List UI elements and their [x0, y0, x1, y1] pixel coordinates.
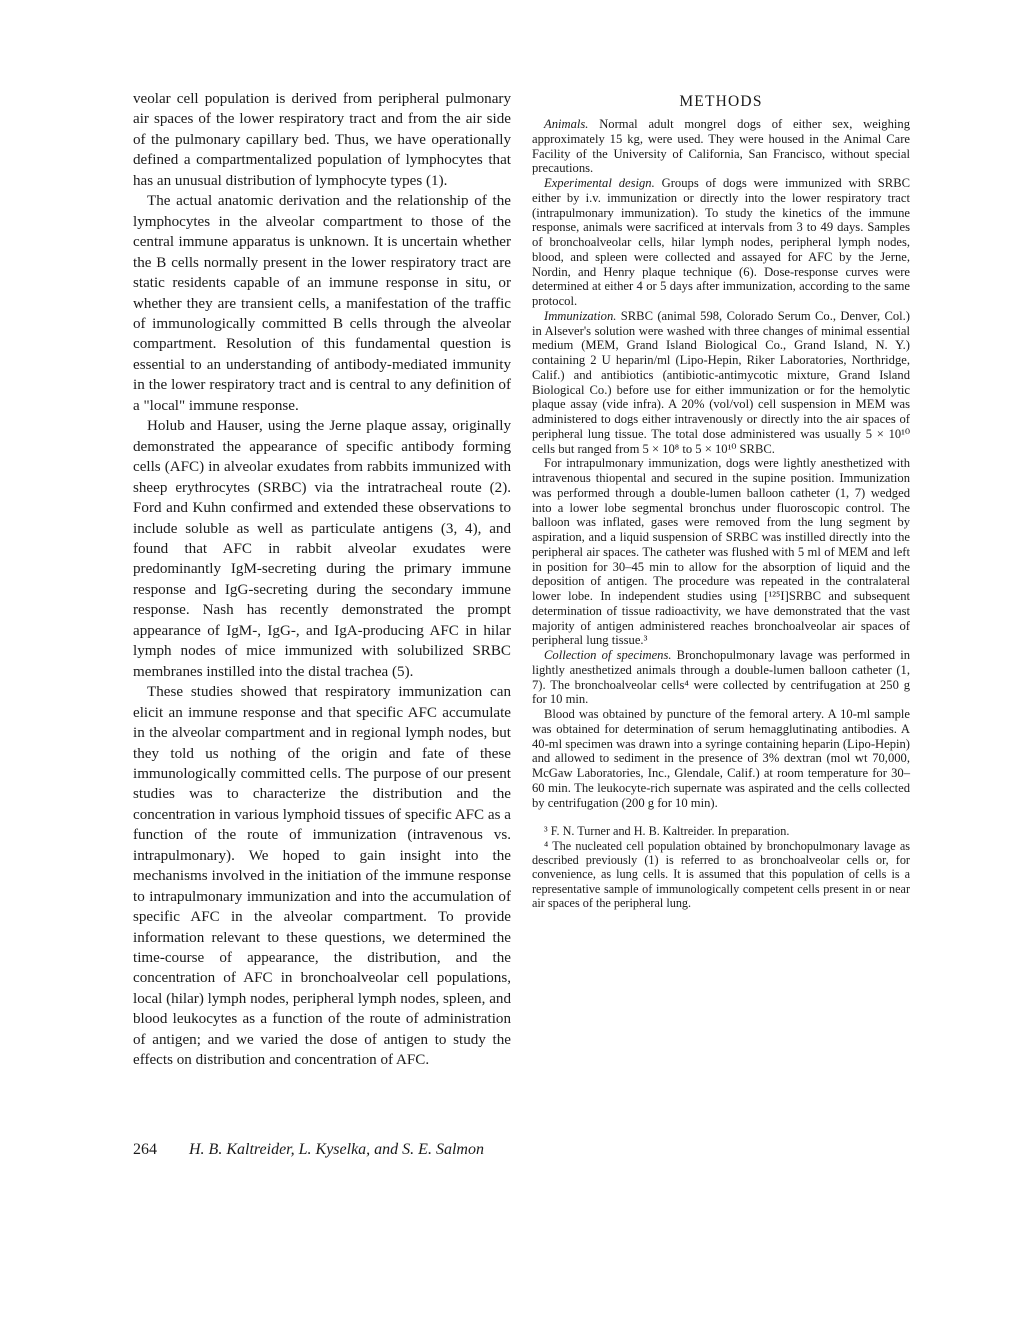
methods-paragraph [532, 648, 910, 707]
paragraph-text: Bronchopulmonary lavage was performed in lightly anesthetized animals through a double-lumen balloon catheter (1, 7). The bronchoalveolar cells⁴ were collected by centrifugation at 250 g for 10 min. [532, 648, 910, 707]
footnote: ³ F. N. Turner and H. B. Kaltreider. In preparation. [544, 824, 790, 839]
methods-paragraph [532, 456, 910, 648]
run-in-head: Animals. [544, 117, 589, 131]
page-footer [133, 1141, 484, 1159]
paragraph-text: Groups of dogs were immunized with SRBC either by i.v. immunization or directly into the lower respiratory tract (intrapulmonary immunization). To study the kinetics of the immune response, animals were sacrificed at intervals from 3 to 49 days. Samples of bronchoalveolar cells, hilar lymph nodes, peripheral lymph nodes, blood, and spleen were collected and assayed for AFC by the Jerne, Nordin, and Henry plaque technique (6). Dose-response curves were determined at either 4 or 5 days after immunization, according to the same protocol. [532, 176, 911, 308]
run-in-head: Collection of specimens. [544, 648, 672, 662]
methods-paragraph [532, 707, 910, 810]
section-heading: METHODS [679, 93, 763, 110]
running-authors: H. B. Kaltreider, L. Kyselka, and S. E. Salmon [189, 1141, 484, 1158]
left-column [133, 89, 511, 1071]
run-in-head: Immunization. [544, 308, 617, 323]
paragraph-text: SRBC (animal 598, Colorado Serum Co., Denver, Col.) in Alsever's solution were washed with three changes of minimal essential medium (MEM, Grand Island Biological Co., Grand Island, N. Y.) containing 2 U heparin/ml (Lipo-Hepin, Riker Laboratories, Northridge, Calif.) and antibiotics (antibiotic-antimycotic mixture, Grand Island Biological Co.) before use for either immunization or for the hemolytic plaque assay (vide infra). A 20% (vol/vol) cell suspension in MEM was administered to dogs either intravenously or directly into the air spaces of peripheral lung tissue. The total dose administered was usually 5 × 10¹⁰ cells but ranged from 5 × 10⁸ to 5 × 10¹⁰ SRBC. [532, 308, 910, 456]
run-in-head: Experimental design. [544, 176, 655, 190]
paragraph: These studies showed that respiratory immunization can elicit an immune response and that specific AFC accumulate in the alveolar compartment and in regional lymph nodes, but they told us nothing of the origin and fate of these immunologically committed cells. The purpose of our present studies was to characterize the distribution and the concentration in various lymphoid tissues of specific AFC as a function of the route of immunization (intravenous vs. intrapulmonary). We hoped to gain insight into the mechanisms involved in the initiation of the immune response to intrapulmonary immunization and into the accumulation of specific AFC in the alveolar compartment. To provide information relevant to these questions, we determined the time-course of appearance, the distribution, and the concentration of AFC in bronchoalveolar cell populations, local (hilar) lymph nodes, peripheral lymph nodes, spleen, and blood leukocytes as a function of the route of administration of antigen; and we varied the dose of antigen to study the effects on distribution and concentration of AFC. [133, 684, 511, 1069]
paragraph: The actual anatomic derivation and the relationship of the lymphocytes in the alveolar compartment to those of the central immune apparatus is unknown. It is uncertain whether the B cells normally present in the lower respiratory tract are static residents capable of an immune response in situ, or whether they are transient cells, a manifestation of the traffic of immunologically committed B cells through the alveolar compartment. Resolution of this fundamental question is essential to an understanding of antibody-mediated immunity in the lower respiratory tract and is central to any definition of a "local" immune response. [133, 193, 511, 414]
paragraph-text: Normal adult mongrel dogs of either sex, weighing approximately 15 kg, were used. They were housed in the Animal Care Facility of the University of California, San Francisco, without special precautions. [532, 117, 910, 176]
methods-paragraph [532, 117, 910, 176]
methods-paragraph [532, 176, 910, 309]
paragraph-text: For intrapulmonary immunization, dogs were lightly anesthetized with intravenous thiopental and secured in the supine position. Immunization was performed through a double-lumen balloon catheter (1, 7) wedged into a lower lobe segmental bronchus under fluoroscopic control. The balloon was inflated, gases were removed from the lung segment by aspiration, and a liquid suspension of SRBC was instilled directly into the peripheral air spaces. The catheter was flushed with 5 ml of MEM and left in position for 30–45 min to allow for the absorption of liquid and the deposition of antigen. The procedure was repeated in the contralateral lower lobe. In independent studies using [¹²⁵I]SRBC and subsequent determination of tissue radioactivity, we have demonstrated that the vast majority of antigen administered reaches bronchoalveolar air spaces of peripheral lung tissue.³ [532, 456, 910, 648]
paragraph-text: Blood was obtained by puncture of the femoral artery. A 10-ml sample was obtained for determination of serum hemagglutinating antibodies. A 40-ml specimen was drawn into a syringe containing heparin (Lipo-Hepin) and allowed to sediment in the presence of 3% dextran (mol wt 70,000, McGaw Laboratories, Inc., Glendale, Calif.) at room temperature for 30–60 min. The leukocyte-rich supernate was aspirated and the cells collected by centrifugation (200 g for 10 min). [532, 707, 910, 810]
methods-paragraph [532, 309, 910, 457]
footnotes [532, 824, 910, 910]
footnote: ⁴ The nucleated cell population obtained by bronchopulmonary lavage as described previously (1) is referred to as bronchoalveolar cells or, for convenience, as lung cells. It is assumed that this population of cells is a representative sample of immunologically competent cells present in or near air spaces of the peripheral lung. [532, 838, 910, 911]
paragraph: veolar cell population is derived from peripheral pulmonary air spaces of the lower respiratory tract and from the air side of the pulmonary capillary bed. Thus, we have operationally defined a compartmentalized population of lymphocytes that has an unusual distribution of lymphocyte types (1). [133, 91, 511, 189]
paragraph: Holub and Hauser, using the Jerne plaque assay, originally demonstrated the appearance of specific antibody forming cells (AFC) in alveolar exudates from rabbits immunized with sheep erythrocytes (SRBC) via the intratracheal route (2). Ford and Kuhn confirmed and extended these observations to include soluble as well as particulate antigens (3, 4), and found that AFC in rabbit alveolar exudates were predominantly IgM-secreting during the primary immune response and IgG-secreting during the secondary immune response. Nash has recently demonstrated the prompt appearance of IgM-, IgG-, and IgA-producing AFC in hilar lymph nodes of mice immunized with solubilized SRBC membranes instilled into the distal trachea (5). [133, 418, 511, 680]
right-column [532, 93, 910, 911]
page-number: 264 [133, 1141, 157, 1158]
